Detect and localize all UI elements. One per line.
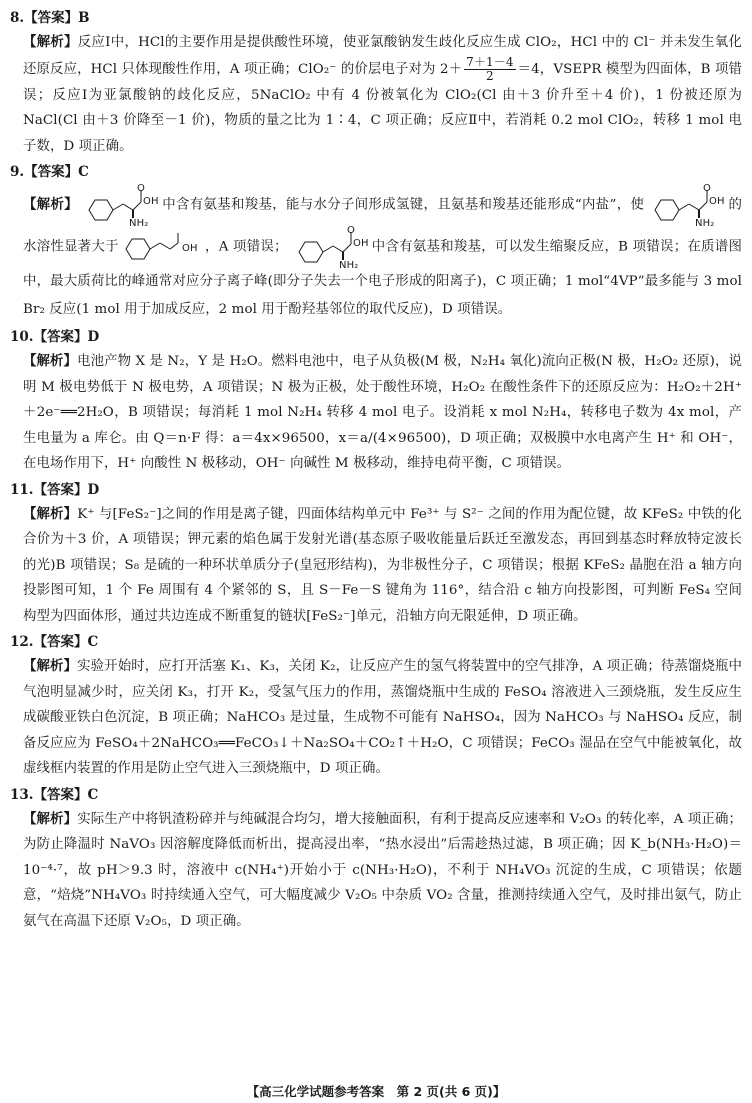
q9-answer: 9.【答案】C: [10, 164, 89, 180]
q9-text-4: 中含有氨基和羧基，可以发生缩聚反应，B 项错误；在质谱图中，最大质荷比的峰通常对应分子离子峰(即分子失去一个电子形成的阳离子)，C 项正确；1 mol“4VP”最多能与 3 mol Br₂ 反应(1 mol 用于加成反应，2 mol 用于酚羟基邻位的取代反应)，D 项错误。: [23, 239, 742, 317]
q9-text-2: 的水溶性显著大于: [23, 197, 743, 255]
q11-answer: 11.【答案】D: [10, 481, 100, 498]
q12-explanation: [10, 654, 742, 782]
q11-explanation: [10, 502, 742, 630]
q12-tag: 【解析】: [23, 658, 78, 674]
page-footer: 【高三化学试题参考答案 第 2 页(共 6 页)】: [246, 1084, 506, 1099]
phenylalanine-structure-2-icon: [647, 184, 725, 226]
mol-o-label: O: [703, 184, 712, 194]
mol-oh-label: OH: [352, 238, 369, 249]
mol-oh-label: OH: [143, 196, 159, 207]
q12-answer: 12.【答案】C: [10, 634, 99, 650]
q8-answer: 8.【答案】B: [10, 10, 90, 26]
mol-nh2-label: NH₂: [695, 218, 715, 226]
q10-text: 电池产物 X 是 N₂，Y 是 H₂O。燃料电池中，电子从负极(M 极，N₂H₄ 氧化)流向正极(N 极，H₂O₂ 还原)，说明 M 极电势低于 N 极电势，A 项错误；N 极为正极，处于酸性环境，H₂O₂ 在酸性条件下的还原反应为：H₂O₂＋2H⁺＋2e⁻══2H₂O，B 项错误；每消耗 1 mol N₂H₄ 转移 4 mol 电子。设消耗 x mol N₂H₄，转移电子数为 4x mol，产生电量为 a 库仑。由 Q＝n·F 得：a＝4x×96500，x＝a/(4×96500)，D 项正确；双极膜中水电离产生 H⁺ 和 OH⁻，在电场作用下，H⁺ 向酸性 N 极移动，OH⁻ 向碱性 M 极移动，维持电荷平衡，C 项错误。: [23, 354, 742, 471]
q9-text-3: ，A 项错误；: [204, 239, 288, 255]
q8-text-1: 反应Ⅰ中，HCl的主要作用是提供酸性环境，使亚氯酸钠发生歧化反应生成 ClO₂，HCl 中的 Cl⁻ 并未发生氧化还原反应，HCl 只体现酸性作用，A 项正确；ClO₂⁻ 的价层电子对为 2＋: [23, 35, 742, 77]
q9-tag: 【解析】: [23, 196, 79, 213]
q8-frac-denominator: 2: [485, 68, 494, 83]
q13-text: 实际生产中将钒渣粉碎并与纯碱混合均匀，增大接触面积，有利于提高反应速率和 V₂O₃ 的转化率，A 项正确；为防止降温时 NaVO₃ 因溶解度降低而析出，提高浸出率，“热水浸出”后需趁热过滤，B 项正确；因 K_b(NH₃·H₂O)＝10⁻⁴·⁷，故 pH＞9.3 时，溶液中 c(NH₄⁺)开始小于 c(NH₃·H₂O)，不利于 NH₄VO₃ 沉淀的生成，C 项错误；依题意，“焙烧”NH₄VO₃ 时持续通入空气，可大幅度减少 V₂O₅ 中杂质 VO₂ 含量，推测持续通入空气，及时排出氨气，防止氨气在高温下还原 V₂O₅，D 项正确。: [23, 811, 742, 929]
mol-oh-label: OH: [709, 196, 725, 207]
mol-oh-label: OH: [181, 243, 198, 254]
q8-frac-numerator: 7＋1－4: [466, 54, 514, 69]
answer-page: [10, 8, 742, 937]
phenylalanine-structure-3-icon: [291, 226, 369, 268]
q11-text: K⁺ 与[FeS₂⁻]之间的作用是离子键，四面体结构单元中 Fe³⁺ 与 S²⁻ 之间的作用为配位键，故 KFeS₂ 中铁的化合价为＋3 价，A 项错误；钾元素的焰色属于发射光谱(基态原子吸收能量后跃迁至激发态，再回到基态时释放特定波长的光)B 项错误；S₈ 是硫的一种环状单质分子(皇冠形结构)，为非极性分子，C 项错误；根据 KFeS₂ 晶胞在沿 a 轴方向投影图可知，1 个 Fe 周围有 4 个紧邻的 S，且 S－Fe－S 键角为 116°，结合沿 c 轴方向投影图，可判断 FeS₄ 空间构型为四面体形，通过共边连成不断重复的链状[FeS₂⁻]单元，沿轴方向无限延伸，D 项正确。: [23, 506, 742, 624]
q10-explanation: [10, 349, 742, 477]
q8-fraction: [464, 56, 515, 83]
q13-explanation: [10, 807, 742, 935]
mol-o-label: O: [346, 226, 355, 236]
q13-tag: 【解析】: [23, 810, 78, 827]
phenylpropanoic-acid-structure-icon: [122, 231, 202, 263]
q8-text-2: ＝4，VSEPR 模型为四面体，B 项错误；反应Ⅰ为亚氯酸钠的歧化反应，5NaClO₂ 中有 4 份被氧化为 ClO₂(Cl 由＋3 价升至＋4 价)，1 份被还原为 NaCl(Cl 由＋3 价降至－1 价)，物质的量之比为 1∶4，C 项正确；反应Ⅱ中，若消耗 0.2 mol ClO₂，转移 1 mol 电子数，D 项正确。: [23, 61, 742, 154]
q8-tag: 【解析】: [23, 34, 78, 50]
q9-text-1: 中含有氨基和羧基，能与水分子间形成氢键，且氨基和羧基还能形成“内盐”，使: [162, 197, 645, 213]
q8-explanation: [10, 30, 742, 159]
q9-explanation: [10, 184, 742, 324]
mol-nh2-label: NH₂: [338, 260, 358, 268]
phenylalanine-structure-icon: [81, 184, 159, 226]
q12-text: 实验开始时，应打开活塞 K₁、K₃，关闭 K₂，让反应产生的氢气将装置中的空气排净，A 项正确；待蒸馏烧瓶中气泡明显减少时，应关闭 K₃，打开 K₂，受氢气压力的作用，蒸馏烧瓶中生成的 FeSO₄ 溶液进入三颈烧瓶，发生反应生成碳酸亚铁白色沉淀，B 项正确；NaHCO₃ 是过量，生成物不可能有 NaHSO₄，因为 NaHCO₃ 与 NaHSO₄ 反应，制备反应应为 FeSO₄＋2NaHCO₃══FeCO₃↓＋Na₂SO₄＋CO₂↑＋H₂O，C 项错误；FeCO₃ 湿品在空气中能被氧化，故虚线框内装置的作用是防止空气进入三颈烧瓶中，D 项正确。: [23, 659, 742, 776]
q11-tag: 【解析】: [23, 505, 78, 522]
mol-nh2-label: NH₂: [129, 218, 149, 226]
mol-o-label: O: [137, 184, 145, 194]
q13-answer: 13.【答案】C: [10, 786, 99, 803]
q10-answer: 10.【答案】D: [10, 329, 100, 345]
q10-tag: 【解析】: [23, 353, 78, 369]
